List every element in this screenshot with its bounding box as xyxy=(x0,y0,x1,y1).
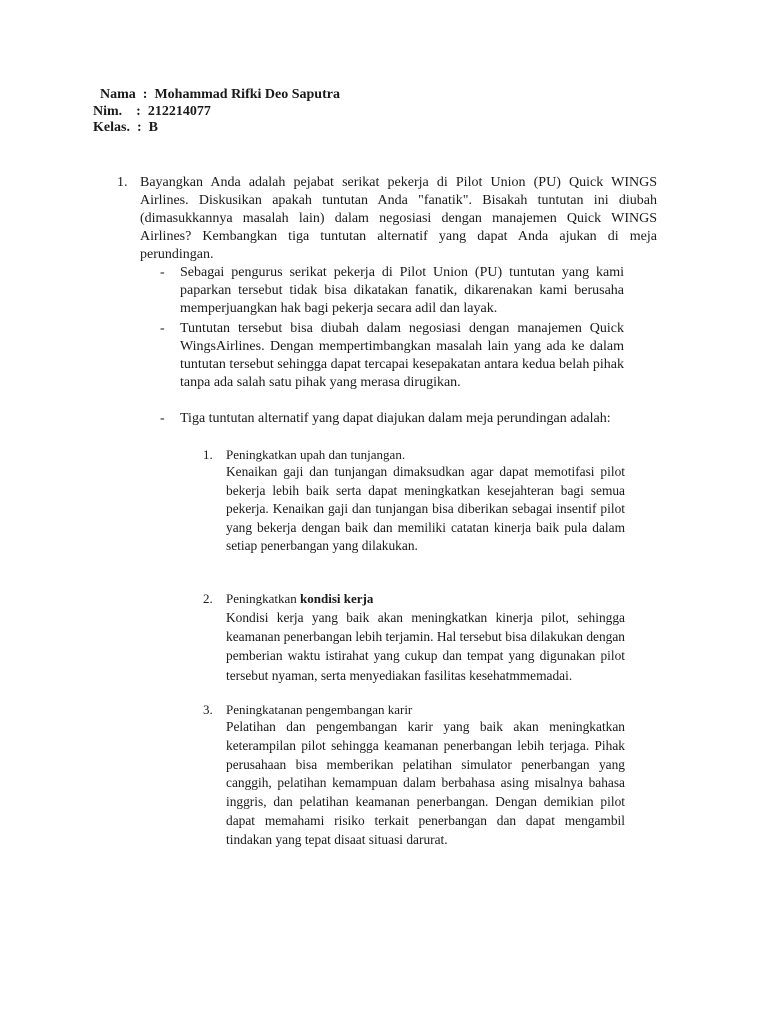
nama-value: Mohammad Rifki Deo Saputra xyxy=(154,87,340,102)
kelas-value: B xyxy=(148,120,158,135)
question-number: 1. xyxy=(117,175,128,190)
nama-label: Nama xyxy=(100,87,136,102)
student-class-line: Kelas. : B xyxy=(93,120,158,135)
answer-negosiasi: Tuntutan tersebut bisa diubah dalam negosiasi dengan manajemen Quick WingsAirlines. Dengan mempertimbangkan masalah lain yang ada ke dalam tuntutan tersebut sehingga dapat tercapai kesepakatan antara kedua belah pihak tanpa ada salah satu pihak yang merasa dirugikan. xyxy=(180,321,624,390)
alternative-body: Kondisi kerja yang baik akan meningkatkan kinerja pilot, sehingga keamanan penerbangan lebih terjamin. Hal tersebut bisa dilakukan dengan pemberian waktu istirahat yang cukup dan tempat yang digunakan pilot tersebut nyaman, serta menyediakan fasilitas kesehatmmemadai. xyxy=(226,610,625,683)
alternative-body: Pelatihan dan pengembangan karir yang baik akan meningkatkan keterampilan pilot sehingga keamanan penerbangan lebih terjaga. Pihak perusahaan bisa memberikan pelatihan simulator penerbangan yang canggih, pelatihan kemampuan dalam berbahasa asing misalnya bahasa inggris, dan pelatihan keamanan penerbangan. Dengan demikian pilot dapat memahami risiko terkait penerbangan dan dapat mengambil tindakan yang tepat disaat situasi darurat. xyxy=(226,719,625,847)
alternative-title-bold: kondisi kerja xyxy=(300,591,374,606)
answer-fanatik: Sebagai pengurus serikat pekerja di Pilot Union (PU) tuntutan yang kami paparkan tersebut tidak bisa dikatakan fanatik, dikarenakan kami berusaha memperjuangkan hak bagi pekerja secara adil dan layak. xyxy=(180,265,624,316)
alternative-number: 3. xyxy=(203,702,213,717)
nim-value: 212214077 xyxy=(147,104,211,119)
alternative-number: 1. xyxy=(203,447,213,462)
kelas-label: Kelas. xyxy=(93,120,130,135)
alternative-number: 2. xyxy=(203,591,213,606)
alternative-title: Peningkatanan pengembangan karir xyxy=(226,702,413,717)
answer-alternatif-intro: Tiga tuntutan alternatif yang dapat diajukan dalam meja perundingan adalah: xyxy=(180,411,611,426)
student-nim-line: Nim. : 212214077 xyxy=(93,104,211,119)
alternative-title-prefix: Peningkatkan xyxy=(226,591,301,606)
alternative-title xyxy=(226,590,373,608)
alternative-body: Kenaikan gaji dan tunjangan dimaksudkan agar dapat memotifasi pilot bekerja lebih baik serta dapat meningkatkan kesejahteran bagi semua pekerja. Kenaikan gaji dan tunjangan bisa diberikan sebagai insentif pilot yang bekerja dengan baik dan memiliki catatan kinerja baik pula dalam setiap penerbangan yang dilakukan. xyxy=(226,464,625,554)
answer-marker: - xyxy=(160,265,165,280)
nim-label: Nim. xyxy=(93,104,123,119)
student-name-line: Nama : Mohammad Rifki Deo Saputra xyxy=(100,87,340,102)
question-text: Bayangkan Anda adalah pejabat serikat pekerja di Pilot Union (PU) Quick WINGS Airlines. Diskusikan apakah tuntutan Anda "fanatik". Bisakah tuntutan ini diubah (dimasukkannya masalah lain) dalam negosiasi dengan manajemen Quick WINGS Airlines? Kembangkan tiga tuntutan alternatif yang dapat Anda ajukan di meja perundingan. xyxy=(140,175,657,262)
answer-marker: - xyxy=(160,411,165,426)
answer-marker: - xyxy=(160,321,165,336)
alternative-title: Peningkatkan upah dan tunjangan. xyxy=(226,447,406,462)
